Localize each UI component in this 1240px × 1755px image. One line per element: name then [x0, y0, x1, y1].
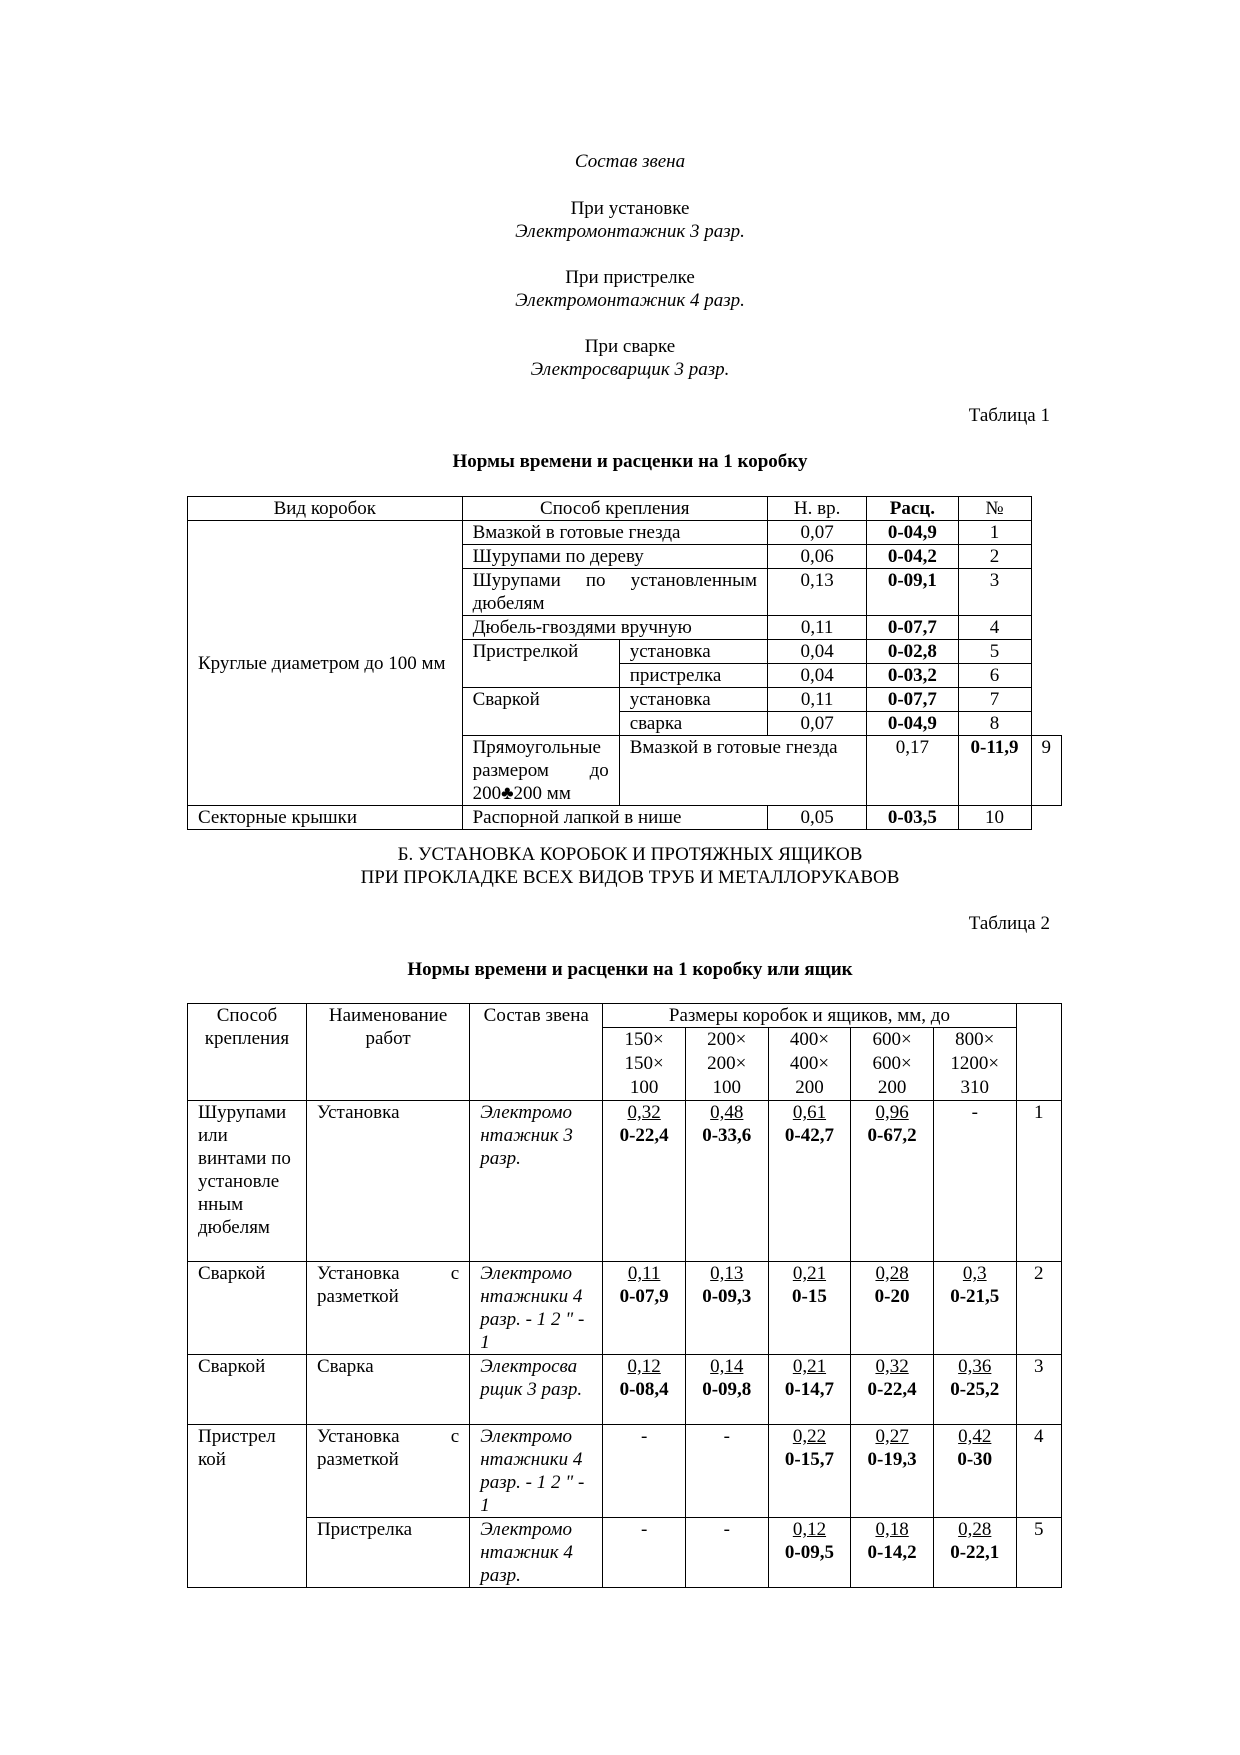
norm-cell: 0,07: [767, 521, 866, 545]
norm-cell: 0,04: [767, 640, 866, 664]
rate-value: 0-22,4: [867, 1379, 917, 1400]
num-cell: 6: [958, 664, 1031, 688]
rate-value: 0-15: [792, 1286, 827, 1307]
table-row: [188, 1518, 1062, 1588]
crew-cell: Электромо нтажник 3 разр.: [470, 1101, 603, 1262]
norm-value: 0,14: [710, 1356, 744, 1377]
rate-cell: 0-09,1: [867, 569, 958, 616]
method-cell: Шурупами по установленным дюбелям: [462, 569, 767, 616]
norm-value: 0,13: [710, 1263, 744, 1284]
rate-value: 0-19,3: [867, 1449, 917, 1470]
method-cell: Вмазкой в готовые гнезда: [619, 736, 866, 806]
size-col-header: 600× 600× 200: [851, 1028, 934, 1101]
rate-value: 0-15,7: [784, 1449, 834, 1470]
rate-value: 0-22,1: [950, 1542, 1000, 1563]
table1-title: Нормы времени и расценки на 1 коробку: [452, 451, 808, 472]
table-header-row: [188, 1004, 1062, 1028]
crew-group-label: При пристрелке: [565, 267, 695, 288]
norm-value: 0,3: [962, 1263, 987, 1284]
num-cell: 3: [958, 569, 1031, 616]
work-cell: Пристрелка: [306, 1518, 469, 1588]
method-cell: Сваркой: [462, 688, 619, 736]
num-cell: 1: [958, 521, 1031, 545]
method-cell: Шурупами по дереву: [462, 545, 767, 569]
norm-value: 0,32: [627, 1102, 661, 1123]
norm-value: 0,12: [792, 1519, 827, 1540]
num-cell: 4: [1016, 1425, 1061, 1518]
norm-value: 0,61: [792, 1102, 827, 1123]
crew-group-worker: Электромонтажник 4 разр.: [515, 290, 745, 311]
norm-value: 0,32: [875, 1356, 909, 1377]
num-cell: 3: [1016, 1355, 1061, 1425]
norm-value: -: [723, 1426, 730, 1447]
crew-group-worker: Электромонтажник 3 разр.: [515, 221, 745, 242]
num-cell: 1: [1016, 1101, 1061, 1262]
method-cell: Шурупами или винтами по установле нным дюбелям: [188, 1101, 307, 1262]
method-cell: Дюбель-гвоздями вручную: [462, 616, 767, 640]
table-header-row: [188, 497, 1062, 521]
method-cell: Вмазкой в готовые гнезда: [462, 521, 767, 545]
norm-value: 0,27: [875, 1426, 909, 1447]
rate-cell: 0-02,8: [867, 640, 958, 664]
num-cell: 7: [958, 688, 1031, 712]
rate-value: 0-25,2: [950, 1379, 1000, 1400]
norm-value: -: [723, 1519, 730, 1540]
rate-cell: 0-03,2: [867, 664, 958, 688]
table-row: [188, 1101, 1062, 1262]
table-row: [188, 1355, 1062, 1425]
rate-value: 0-33,6: [702, 1125, 752, 1146]
size-col-header: 400× 400× 200: [768, 1028, 851, 1101]
section-b-line2: ПРИ ПРОКЛАДКЕ ВСЕХ ВИДОВ ТРУБ И МЕТАЛЛОРУКАВОВ: [360, 867, 900, 888]
rate-cell: 0-07,7: [867, 688, 958, 712]
norm-cell: 0,07: [767, 712, 866, 736]
header-num: [1016, 1004, 1061, 1101]
type-cell: Прямоугольные размером до 200♣200 мм: [462, 736, 619, 806]
num-cell: 5: [1016, 1518, 1061, 1588]
header-type: Вид коробок: [188, 497, 463, 521]
table2-ref: Таблица 2: [968, 913, 1050, 934]
table1: [187, 496, 1062, 830]
table-row: [188, 806, 1062, 830]
rate-value: 0-42,7: [784, 1125, 834, 1146]
header-sizes: Размеры коробок и ящиков, мм, до: [603, 1004, 1016, 1028]
size-col-header: 200× 200× 100: [685, 1028, 768, 1101]
norm-value: 0,21: [792, 1263, 827, 1284]
header-method: Способ крепления: [188, 1004, 307, 1101]
method-cell: Сваркой: [188, 1355, 307, 1425]
table2-title: Нормы времени и расценки на 1 коробку или ящик: [407, 959, 853, 980]
crew-group-label: При установке: [570, 198, 690, 219]
table1-ref: Таблица 1: [968, 405, 1050, 426]
norm-value: 0,18: [875, 1519, 909, 1540]
norm-cell: 0,13: [767, 569, 866, 616]
norm-value: 0,22: [792, 1426, 827, 1447]
num-cell: 5: [958, 640, 1031, 664]
crew-cell: Электромо нтажники 4 разр. - 1 2 " - 1: [470, 1425, 603, 1518]
type-cell: Секторные крышки: [188, 806, 463, 830]
num-cell: 8: [958, 712, 1031, 736]
rate-value: 0-67,2: [867, 1125, 917, 1146]
header-norm: Н. вр.: [767, 497, 866, 521]
header-crew: Состав звена: [470, 1004, 603, 1101]
rate-cell: 0-07,7: [867, 616, 958, 640]
header-work: Наименование работ: [306, 1004, 469, 1101]
rate-value: 0-07,9: [619, 1286, 669, 1307]
norm-cell: 0,06: [767, 545, 866, 569]
group-round: Круглые диаметром до 100 мм: [188, 521, 463, 806]
submethod-cell: пристрелка: [619, 664, 767, 688]
rate-value: 0-09,8: [702, 1379, 752, 1400]
rate-value: 0-30: [957, 1449, 993, 1470]
rate-cell: 0-03,5: [867, 806, 958, 830]
norm-value: 0,12: [627, 1356, 661, 1377]
header-rate: Расц.: [867, 497, 958, 521]
num-cell: 9: [1031, 736, 1062, 806]
norm-cell: 0,05: [767, 806, 866, 830]
norm-value: 0,28: [875, 1263, 909, 1284]
norm-value: 0,48: [710, 1102, 744, 1123]
rate-cell: 0-04,2: [867, 545, 958, 569]
rate-value: 0-20: [874, 1286, 910, 1307]
norm-cell: 0,11: [767, 616, 866, 640]
table2: [187, 1003, 1062, 1588]
rate-value: 0-09,5: [784, 1542, 834, 1563]
table-row: [188, 1262, 1062, 1355]
rate-value: 0-14,7: [784, 1379, 834, 1400]
norm-cell: 0,11: [767, 688, 866, 712]
norm-value: 0,11: [627, 1263, 661, 1284]
rate-value: 0-09,3: [702, 1286, 752, 1307]
table-row: [188, 1425, 1062, 1518]
num-cell: 2: [958, 545, 1031, 569]
work-cell: Установка с разметкой: [306, 1425, 469, 1518]
num-cell: 2: [1016, 1262, 1061, 1355]
work-cell: Установка: [306, 1101, 469, 1262]
table-row: [188, 521, 1062, 545]
norm-cell: 0,04: [767, 664, 866, 688]
method-cell: Пристрел кой: [188, 1425, 307, 1588]
norm-value: 0,21: [792, 1356, 827, 1377]
crew-group-worker: Электросварщик 3 разр.: [530, 359, 730, 380]
norm-cell: 0,17: [867, 736, 958, 806]
header-num: №: [958, 497, 1031, 521]
norm-value: 0,36: [958, 1356, 992, 1377]
num-cell: 4: [958, 616, 1031, 640]
rate-value: 0-21,5: [950, 1286, 1000, 1307]
submethod-cell: установка: [619, 640, 767, 664]
crew-cell: Электромо нтажники 4 разр. - 1 2 " - 1: [470, 1262, 603, 1355]
method-cell: Сваркой: [188, 1262, 307, 1355]
header-method: Способ крепления: [462, 497, 767, 521]
rate-cell: 0-04,9: [867, 712, 958, 736]
section-b-line1: Б. УСТАНОВКА КОРОБОК И ПРОТЯЖНЫХ ЯЩИКОВ: [397, 844, 863, 865]
crew-group-label: При сварке: [584, 336, 676, 357]
rate-value: 0-08,4: [619, 1379, 669, 1400]
rate-value: 0-14,2: [867, 1542, 917, 1563]
norm-value: 0,96: [875, 1102, 909, 1123]
submethod-cell: установка: [619, 688, 767, 712]
rate-cell: 0-04,9: [867, 521, 958, 545]
norm-value: 0,42: [958, 1426, 992, 1447]
norm-value: -: [971, 1102, 978, 1123]
num-cell: 10: [958, 806, 1031, 830]
submethod-cell: сварка: [619, 712, 767, 736]
norm-value: 0,28: [958, 1519, 992, 1540]
size-col-header: 150× 150× 100: [603, 1028, 686, 1101]
crew-title: Состав звена: [574, 151, 686, 172]
work-cell: Сварка: [306, 1355, 469, 1425]
crew-cell: Электросва рщик 3 разр.: [470, 1355, 603, 1425]
norm-value: -: [640, 1519, 648, 1540]
work-cell: Установка с разметкой: [306, 1262, 469, 1355]
norm-value: -: [640, 1426, 648, 1447]
method-cell: Пристрелкой: [462, 640, 619, 688]
rate-value: 0-22,4: [619, 1125, 669, 1146]
method-cell: Распорной лапкой в нише: [462, 806, 767, 830]
size-col-header: 800× 1200× 310: [933, 1028, 1016, 1101]
crew-cell: Электромо нтажник 4 разр.: [470, 1518, 603, 1588]
rate-cell: 0-11,9: [958, 736, 1031, 806]
